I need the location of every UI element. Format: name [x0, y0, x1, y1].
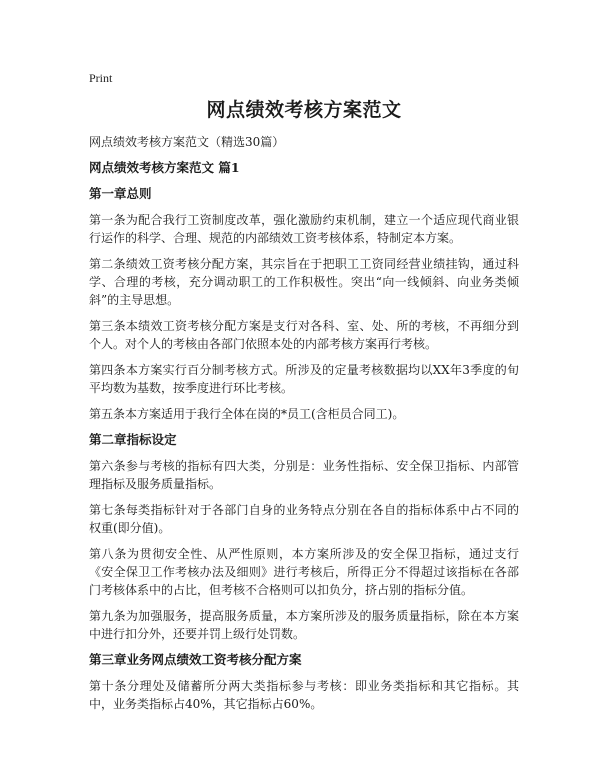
paragraph: 第四条本方案实行百分制考核方式。所涉及的定量考核数据均以XX年3季度的旬平均数为基数，按季度进行环比考核。 — [89, 363, 519, 395]
paragraph: 第八条为贯彻安全性、从严性原则，本方案所涉及的安全保卫指标，通过支行《安全保卫工作考核办法及细则》进行考核后，所得正分不得超过该指标在各部门考核体系中的占比，但考核不合格则可以扣负分，挤占别的指标分值。 — [89, 547, 519, 597]
paragraph: 第五条本方案适用于我行全体在岗的*员工(含柜员合同工)。 — [89, 407, 405, 421]
paragraph: 第一条为配合我行工资制度改革，强化激励约束机制，建立一个适应现代商业银行运作的科学、合理、规范的内部绩效工资考核体系，特制定本方案。 — [89, 213, 519, 245]
paragraph: 第二条绩效工资考核分配方案，其宗旨在于把职工工资同经营业绩挂钩，通过科学、合理的考核，充分调动职工的工作积极性。突出“向一线倾斜、向业务类倾斜”的主导思想。 — [89, 257, 519, 307]
chapter-heading: 第一章总则 — [89, 186, 152, 201]
paragraph: 第九条为加强服务，提高服务质量，本方案所涉及的服务质量指标，除在本方案中进行扣分外，还要并罚上级行处罚数。 — [89, 609, 519, 641]
document-subtitle: 网点绩效考核方案范文（精选30篇） — [89, 135, 285, 149]
paragraph: 第六条参与考核的指标有四大类，分别是：业务性指标、安全保卫指标、内部管理指标及服务质量指标。 — [89, 459, 519, 491]
paragraph: 第七条每类指标针对于各部门自身的业务特点分别在各自的指标体系中占不同的权重(即分值)。 — [89, 503, 519, 535]
section-heading: 网点绩效考核方案范文 篇1 — [89, 160, 240, 175]
chapter-heading: 第二章指标设定 — [89, 432, 177, 447]
chapter-heading: 第三章业务网点绩效工资考核分配方案 — [89, 652, 302, 667]
chapter-2 — [89, 431, 519, 643]
chapter-3 — [89, 651, 519, 713]
paragraph: 第三条本绩效工资考核分配方案是支行对各科、室、处、所的考核，不再细分到个人。对个人的考核由各部门依照本处的内部考核方案再行考核。 — [89, 319, 519, 351]
document-content — [89, 70, 519, 721]
chapter-1 — [89, 185, 519, 423]
paragraph: 第十条分理处及储蓄所分两大类指标参与考核：即业务类指标和其它指标。其中，业务类指标占40%，其它指标占60%。 — [89, 679, 519, 711]
document-title: 网点绩效考核方案范文 — [206, 99, 402, 121]
print-label: Print — [89, 71, 113, 85]
